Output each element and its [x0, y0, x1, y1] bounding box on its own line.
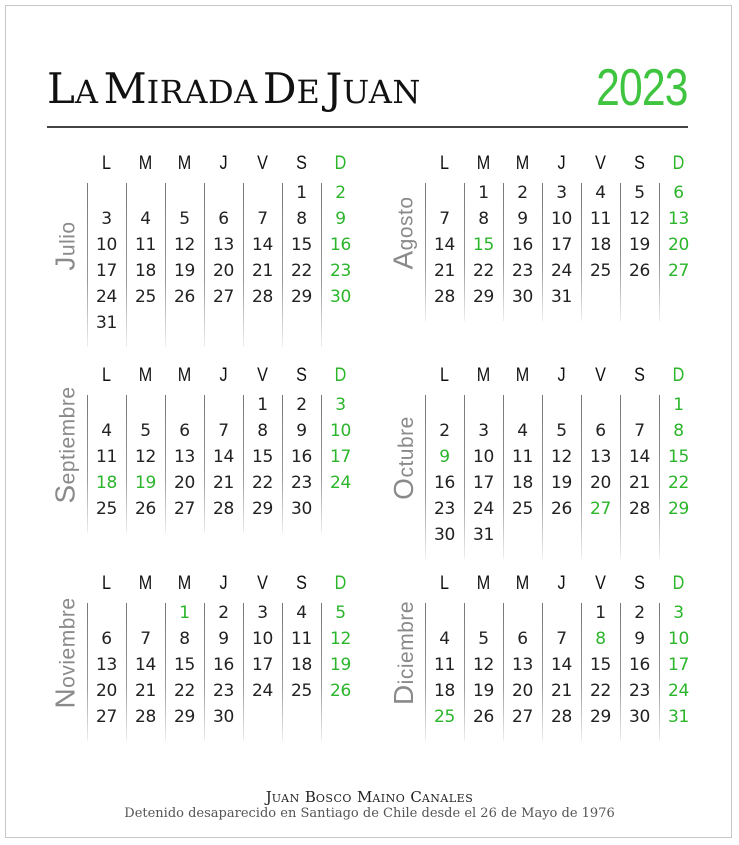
- weekday-header: M: [177, 573, 192, 594]
- day-cell: 11: [290, 629, 313, 649]
- day-cell: 30: [628, 707, 651, 727]
- weekday-header: S: [634, 573, 645, 594]
- day-cell: 3: [673, 603, 684, 623]
- weekday-column: [165, 362, 204, 390]
- day-cell: 18: [290, 655, 313, 675]
- weekday-column: [620, 150, 659, 178]
- day-cell: 15: [589, 655, 612, 675]
- day-cell: 24: [550, 261, 573, 281]
- month-septiembre: [47, 362, 352, 552]
- day-cell: 8: [673, 421, 684, 441]
- day-cell: 8: [595, 629, 606, 649]
- weekday-column: [243, 150, 282, 178]
- day-cell: 11: [134, 235, 157, 255]
- day-cell: 26: [550, 499, 573, 519]
- weekday-column: [282, 362, 321, 390]
- day-cell: 12: [173, 235, 196, 255]
- month-name-label: Octubre: [388, 416, 419, 500]
- day-cell: 29: [589, 707, 612, 727]
- day-cell: 24: [472, 499, 495, 519]
- weekday-header: V: [257, 573, 268, 594]
- day-cell: 13: [511, 655, 534, 675]
- day-cell: 25: [433, 707, 456, 727]
- day-cell: 29: [667, 499, 690, 519]
- weekday-header: S: [296, 153, 307, 174]
- day-cell: 14: [550, 655, 573, 675]
- day-cell: 7: [634, 421, 645, 441]
- day-cell: 25: [290, 681, 313, 701]
- weekday-column: [321, 150, 360, 178]
- day-cell: 22: [667, 473, 690, 493]
- day-cell: 17: [251, 655, 274, 675]
- weekday-column: [243, 362, 282, 390]
- day-cell: 7: [257, 209, 268, 229]
- weekday-column: [126, 570, 165, 598]
- day-cell: 10: [472, 447, 495, 467]
- weekday-header: M: [177, 153, 192, 174]
- day-cell: 3: [257, 603, 268, 623]
- weekday-column: [503, 362, 542, 390]
- day-cell: 6: [218, 209, 229, 229]
- weekday-column: [87, 570, 126, 598]
- weekday-column: [321, 570, 360, 598]
- day-cell: 4: [101, 421, 112, 441]
- weekday-column: [243, 570, 282, 598]
- weekday-header: M: [138, 365, 153, 386]
- weekday-column: [87, 150, 126, 178]
- day-cell: 1: [296, 183, 307, 203]
- day-cell: 24: [329, 473, 352, 493]
- day-cell: 9: [634, 629, 645, 649]
- weekday-column: [425, 362, 464, 390]
- day-cell: 2: [517, 183, 528, 203]
- weekday-header: J: [557, 573, 566, 594]
- weekday-header: L: [101, 153, 111, 174]
- day-cell: 22: [251, 473, 274, 493]
- day-cell: 24: [667, 681, 690, 701]
- weekday-column: [126, 150, 165, 178]
- year-label: 2023: [596, 59, 688, 117]
- day-cell: 27: [511, 707, 534, 727]
- day-cell: 28: [134, 707, 157, 727]
- day-cell: 26: [472, 707, 495, 727]
- day-cell: 16: [628, 655, 651, 675]
- day-cell: 1: [257, 395, 268, 415]
- day-cell: 9: [296, 421, 307, 441]
- page-title: LA MIRADA DE JUAN: [47, 64, 421, 113]
- day-cell: 11: [589, 209, 612, 229]
- weekday-header: S: [296, 365, 307, 386]
- day-cell: 8: [257, 421, 268, 441]
- day-cell: 3: [556, 183, 567, 203]
- day-cell: 25: [511, 499, 534, 519]
- day-cell: 1: [595, 603, 606, 623]
- day-cell: 2: [335, 183, 346, 203]
- day-cell: 29: [173, 707, 196, 727]
- day-cell: 6: [673, 183, 684, 203]
- day-cell: 13: [173, 447, 196, 467]
- day-cell: 4: [439, 629, 450, 649]
- day-cell: 21: [628, 473, 651, 493]
- day-cell: 7: [218, 421, 229, 441]
- weekday-header: L: [101, 573, 111, 594]
- day-cell: 16: [290, 447, 313, 467]
- day-cell: 19: [628, 235, 651, 255]
- day-cell: 13: [667, 209, 690, 229]
- weekday-column: [87, 362, 126, 390]
- day-cell: 23: [511, 261, 534, 281]
- day-cell: 9: [517, 209, 528, 229]
- day-cell: 24: [95, 287, 118, 307]
- day-cell: 22: [472, 261, 495, 281]
- weekday-header: M: [476, 153, 491, 174]
- weekday-column: [165, 570, 204, 598]
- weekday-header: J: [557, 153, 566, 174]
- weekday-header: M: [515, 365, 530, 386]
- weekday-header: D: [334, 573, 347, 594]
- day-cell: 14: [433, 235, 456, 255]
- day-cell: 23: [212, 681, 235, 701]
- day-cell: 20: [212, 261, 235, 281]
- weekday-header: J: [557, 365, 566, 386]
- day-cell: 28: [433, 287, 456, 307]
- day-cell: 5: [140, 421, 151, 441]
- day-cell: 12: [472, 655, 495, 675]
- weekday-header: M: [515, 573, 530, 594]
- day-cell: 20: [511, 681, 534, 701]
- day-cell: 21: [251, 261, 274, 281]
- weekday-header: J: [219, 365, 228, 386]
- month-name: [47, 150, 85, 342]
- day-cell: 19: [472, 681, 495, 701]
- weekday-header: M: [476, 365, 491, 386]
- weekday-header: M: [177, 365, 192, 386]
- day-cell: 26: [628, 261, 651, 281]
- weekday-column: [204, 362, 243, 390]
- weekday-header: S: [634, 365, 645, 386]
- day-cell: 25: [589, 261, 612, 281]
- day-cell: 17: [329, 447, 352, 467]
- day-cell: 23: [628, 681, 651, 701]
- day-cell: 30: [212, 707, 235, 727]
- weekday-header: S: [296, 573, 307, 594]
- day-cell: 22: [173, 681, 196, 701]
- day-cell: 14: [628, 447, 651, 467]
- day-cell: 10: [667, 629, 690, 649]
- weekday-column: [581, 570, 620, 598]
- day-cell: 20: [95, 681, 118, 701]
- day-cell: 4: [595, 183, 606, 203]
- day-cell: 21: [134, 681, 157, 701]
- weekday-header: M: [515, 153, 530, 174]
- day-cell: 14: [251, 235, 274, 255]
- weekday-column: [165, 150, 204, 178]
- day-cell: 1: [179, 603, 190, 623]
- month-agosto: [385, 150, 690, 340]
- month-name: [47, 570, 85, 736]
- day-cell: 6: [179, 421, 190, 441]
- day-cell: 26: [134, 499, 157, 519]
- month-name-label: Septiembre: [50, 386, 82, 504]
- day-cell: 11: [95, 447, 118, 467]
- day-cell: 16: [212, 655, 235, 675]
- weekday-column: [204, 150, 243, 178]
- day-cell: 7: [439, 209, 450, 229]
- day-cell: 27: [95, 707, 118, 727]
- day-cell: 14: [134, 655, 157, 675]
- day-cell: 1: [478, 183, 489, 203]
- day-cell: 18: [511, 473, 534, 493]
- day-cell: 23: [329, 261, 352, 281]
- day-cell: 29: [472, 287, 495, 307]
- day-cell: 27: [173, 499, 196, 519]
- weekday-column: [542, 362, 581, 390]
- day-cell: 12: [628, 209, 651, 229]
- weekday-header: J: [219, 153, 228, 174]
- day-cell: 20: [173, 473, 196, 493]
- day-cell: 11: [511, 447, 534, 467]
- day-cell: 5: [478, 629, 489, 649]
- weekday-header: V: [595, 573, 606, 594]
- footer-name: JUAN BOSCO MAINO CANALES: [265, 788, 474, 806]
- weekday-column: [425, 570, 464, 598]
- day-cell: 15: [251, 447, 274, 467]
- day-cell: 19: [550, 473, 573, 493]
- weekday-column: [425, 150, 464, 178]
- day-cell: 5: [335, 603, 346, 623]
- weekday-column: [581, 362, 620, 390]
- month-julio: [47, 150, 352, 340]
- day-cell: 25: [95, 499, 118, 519]
- weekday-column: [126, 362, 165, 390]
- weekday-header: L: [439, 573, 449, 594]
- day-cell: 15: [290, 235, 313, 255]
- month-name: [47, 362, 85, 528]
- day-cell: 17: [472, 473, 495, 493]
- weekday-column: [503, 570, 542, 598]
- day-cell: 22: [290, 261, 313, 281]
- day-cell: 31: [95, 313, 118, 333]
- day-cell: 25: [134, 287, 157, 307]
- weekday-header: L: [439, 365, 449, 386]
- weekday-header: D: [334, 153, 347, 174]
- day-cell: 4: [140, 209, 151, 229]
- day-cell: 13: [95, 655, 118, 675]
- day-cell: 9: [439, 447, 450, 467]
- month-noviembre: [47, 570, 352, 760]
- weekday-column: [204, 570, 243, 598]
- day-cell: 16: [329, 235, 352, 255]
- weekday-column: [282, 150, 321, 178]
- day-cell: 19: [329, 655, 352, 675]
- day-cell: 18: [589, 235, 612, 255]
- day-cell: 16: [433, 473, 456, 493]
- weekday-header: V: [257, 365, 268, 386]
- day-cell: 21: [550, 681, 573, 701]
- weekday-header: M: [138, 573, 153, 594]
- weekday-column: [321, 362, 360, 390]
- month-name: [385, 570, 423, 736]
- day-cell: 21: [212, 473, 235, 493]
- weekday-header: M: [138, 153, 153, 174]
- weekday-column: [542, 150, 581, 178]
- day-cell: 29: [290, 287, 313, 307]
- day-cell: 24: [251, 681, 274, 701]
- month-octubre: [385, 362, 690, 552]
- day-cell: 30: [290, 499, 313, 519]
- day-cell: 4: [296, 603, 307, 623]
- month-name-label: Julio: [50, 221, 82, 271]
- day-cell: 16: [511, 235, 534, 255]
- day-cell: 10: [329, 421, 352, 441]
- day-cell: 2: [634, 603, 645, 623]
- day-cell: 26: [329, 681, 352, 701]
- day-cell: 6: [595, 421, 606, 441]
- day-cell: 19: [173, 261, 196, 281]
- day-cell: 7: [140, 629, 151, 649]
- day-cell: 31: [667, 707, 690, 727]
- weekday-header: L: [439, 153, 449, 174]
- day-cell: 19: [134, 473, 157, 493]
- day-cell: 5: [634, 183, 645, 203]
- weekday-column: [464, 570, 503, 598]
- day-cell: 2: [296, 395, 307, 415]
- month-name: [385, 150, 423, 316]
- weekday-header: S: [634, 153, 645, 174]
- day-cell: 23: [290, 473, 313, 493]
- weekday-header: D: [672, 365, 685, 386]
- day-cell: 12: [550, 447, 573, 467]
- day-cell: 17: [95, 261, 118, 281]
- day-cell: 14: [212, 447, 235, 467]
- day-cell: 12: [134, 447, 157, 467]
- weekday-header: D: [334, 365, 347, 386]
- day-cell: 7: [556, 629, 567, 649]
- day-cell: 6: [101, 629, 112, 649]
- day-cell: 28: [251, 287, 274, 307]
- weekday-column: [464, 362, 503, 390]
- day-cell: 8: [478, 209, 489, 229]
- weekday-header: V: [257, 153, 268, 174]
- weekday-column: [464, 150, 503, 178]
- weekday-column: [659, 150, 698, 178]
- footer-note: Detenido desaparecido en Santiago de Chile desde el 26 de Mayo de 1976: [124, 806, 615, 821]
- day-cell: 20: [667, 235, 690, 255]
- day-cell: 17: [667, 655, 690, 675]
- day-cell: 15: [173, 655, 196, 675]
- weekday-column: [542, 570, 581, 598]
- weekday-header: V: [595, 365, 606, 386]
- day-cell: 21: [433, 261, 456, 281]
- day-cell: 27: [667, 261, 690, 281]
- day-cell: 12: [329, 629, 352, 649]
- day-cell: 15: [472, 235, 495, 255]
- day-cell: 11: [433, 655, 456, 675]
- day-cell: 8: [179, 629, 190, 649]
- day-cell: 29: [251, 499, 274, 519]
- weekday-header: J: [219, 573, 228, 594]
- day-cell: 4: [517, 421, 528, 441]
- month-diciembre: [385, 570, 690, 760]
- weekday-column: [659, 570, 698, 598]
- day-cell: 30: [511, 287, 534, 307]
- weekday-header: V: [595, 153, 606, 174]
- day-cell: 28: [628, 499, 651, 519]
- month-name-label: Agosto: [388, 196, 419, 270]
- day-cell: 18: [134, 261, 157, 281]
- month-name: [385, 362, 423, 554]
- day-cell: 22: [589, 681, 612, 701]
- weekday-header: D: [672, 573, 685, 594]
- day-cell: 30: [433, 525, 456, 545]
- day-cell: 5: [556, 421, 567, 441]
- day-cell: 17: [550, 235, 573, 255]
- title-divider: [47, 126, 688, 128]
- day-cell: 13: [212, 235, 235, 255]
- day-cell: 26: [173, 287, 196, 307]
- day-cell: 8: [296, 209, 307, 229]
- day-cell: 2: [439, 421, 450, 441]
- day-cell: 31: [472, 525, 495, 545]
- weekday-header: M: [476, 573, 491, 594]
- day-cell: 6: [517, 629, 528, 649]
- day-cell: 3: [101, 209, 112, 229]
- weekday-column: [282, 570, 321, 598]
- day-cell: 31: [550, 287, 573, 307]
- day-cell: 23: [433, 499, 456, 519]
- weekday-column: [620, 570, 659, 598]
- day-cell: 9: [335, 209, 346, 229]
- day-cell: 9: [218, 629, 229, 649]
- day-cell: 10: [251, 629, 274, 649]
- weekday-header: D: [672, 153, 685, 174]
- weekday-column: [659, 362, 698, 390]
- day-cell: 2: [218, 603, 229, 623]
- day-cell: 18: [95, 473, 118, 493]
- day-cell: 10: [95, 235, 118, 255]
- day-cell: 20: [589, 473, 612, 493]
- day-cell: 3: [478, 421, 489, 441]
- day-cell: 28: [550, 707, 573, 727]
- day-cell: 28: [212, 499, 235, 519]
- weekday-header: L: [101, 365, 111, 386]
- day-cell: 18: [433, 681, 456, 701]
- day-cell: 15: [667, 447, 690, 467]
- month-name-label: Diciembre: [388, 600, 419, 706]
- day-cell: 30: [329, 287, 352, 307]
- day-cell: 13: [589, 447, 612, 467]
- month-name-label: Noviembre: [50, 597, 82, 709]
- weekday-column: [581, 150, 620, 178]
- weekday-column: [620, 362, 659, 390]
- day-cell: 5: [179, 209, 190, 229]
- day-cell: 27: [212, 287, 235, 307]
- day-cell: 27: [589, 499, 612, 519]
- day-cell: 1: [673, 395, 684, 415]
- weekday-column: [503, 150, 542, 178]
- day-cell: 10: [550, 209, 573, 229]
- day-cell: 3: [335, 395, 346, 415]
